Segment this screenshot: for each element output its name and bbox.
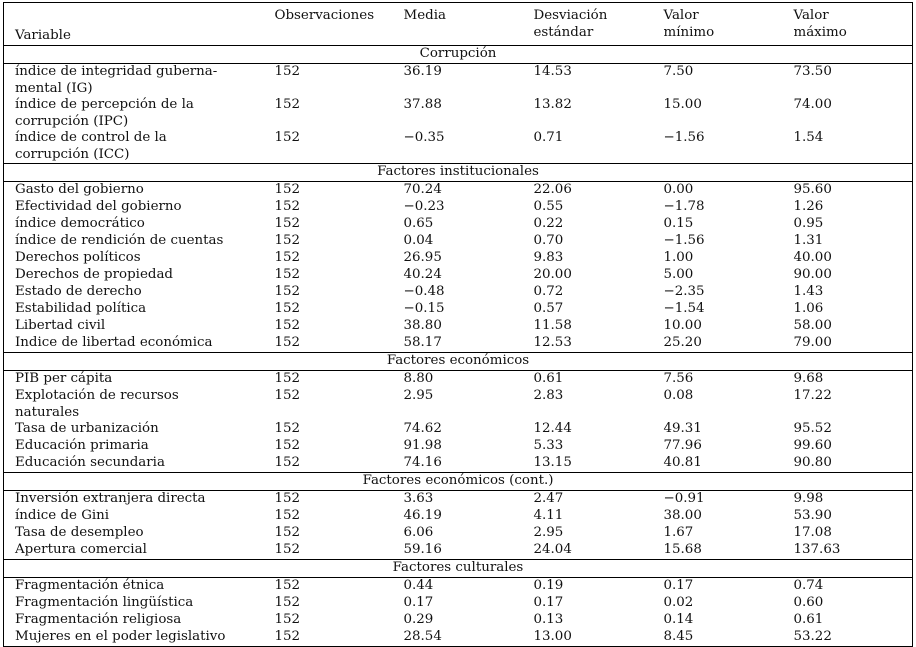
cell-minimo: −0.91 [663, 491, 705, 506]
cell-observaciones: 152 [274, 130, 301, 145]
cell-minimo: −1.78 [663, 199, 705, 214]
cell-variable: Educación secundaria [15, 455, 165, 470]
cell-minimo: 7.50 [663, 64, 694, 79]
cell-maximo: 90.00 [793, 267, 832, 282]
section-title: Factores culturales [4, 560, 913, 578]
section-title: Factores económicos [4, 353, 913, 371]
cell-maximo: 53.90 [793, 508, 832, 523]
table-row [4, 216, 913, 233]
cell-maximo: 17.22 [793, 388, 832, 403]
table-row [4, 508, 913, 525]
cell-variable: Explotación de recursos naturales [15, 388, 179, 420]
header-valor-minimo: Valor mínimo [663, 8, 715, 40]
cell-desviacion: 24.04 [533, 542, 572, 557]
table-row [4, 318, 913, 335]
cell-maximo: 0.60 [793, 595, 824, 610]
section-title: Factores institucionales [4, 164, 913, 182]
cell-media: 3.63 [403, 491, 434, 506]
cell-observaciones: 152 [274, 250, 301, 265]
cell-observaciones: 152 [274, 525, 301, 540]
cell-maximo: 0.95 [793, 216, 824, 231]
cell-desviacion: 0.72 [533, 284, 564, 299]
cell-minimo: 0.00 [663, 182, 694, 197]
cell-media: 0.44 [403, 578, 434, 593]
cell-observaciones: 152 [274, 199, 301, 214]
table-row [4, 438, 913, 455]
cell-minimo: 15.68 [663, 542, 702, 557]
cell-minimo: 0.02 [663, 595, 694, 610]
cell-maximo: 17.08 [793, 525, 832, 540]
cell-media: 59.16 [403, 542, 442, 557]
cell-variable: Fragmentación lingüística [15, 595, 194, 610]
table-row [4, 250, 913, 267]
cell-desviacion: 13.82 [533, 97, 572, 112]
cell-variable: Derechos de propiedad [15, 267, 173, 282]
cell-minimo: 77.96 [663, 438, 702, 453]
cell-desviacion: 0.70 [533, 233, 564, 248]
cell-maximo: 1.06 [793, 301, 824, 316]
cell-observaciones: 152 [274, 421, 301, 436]
cell-desviacion: 22.06 [533, 182, 572, 197]
cell-variable: PIB per cápita [15, 371, 113, 386]
table-row [4, 542, 913, 560]
cell-media: 2.95 [403, 388, 434, 403]
cell-minimo: −2.35 [663, 284, 705, 299]
header-media: Media [403, 8, 446, 23]
cell-maximo: 1.26 [793, 199, 824, 214]
cell-media: 6.06 [403, 525, 434, 540]
table-row [4, 421, 913, 438]
cell-observaciones: 152 [274, 595, 301, 610]
cell-minimo: 15.00 [663, 97, 702, 112]
cell-media: −0.35 [403, 130, 445, 145]
cell-media: 0.29 [403, 612, 434, 627]
cell-media: 0.65 [403, 216, 434, 231]
table-row [4, 284, 913, 301]
cell-media: −0.15 [403, 301, 445, 316]
cell-maximo: 1.54 [793, 130, 824, 145]
table-row [4, 455, 913, 473]
cell-desviacion: 4.11 [533, 508, 564, 523]
cell-desviacion: 0.57 [533, 301, 564, 316]
cell-media: 74.62 [403, 421, 442, 436]
cell-maximo: 79.00 [793, 335, 832, 350]
cell-variable: Educación primaria [15, 438, 149, 453]
cell-minimo: 0.08 [663, 388, 694, 403]
cell-minimo: 0.17 [663, 578, 694, 593]
cell-media: 37.88 [403, 97, 442, 112]
cell-variable: Efectividad del gobierno [15, 199, 182, 214]
cell-minimo: 10.00 [663, 318, 702, 333]
cell-variable: índice de integridad guberna- mental (IG) [15, 64, 218, 96]
cell-desviacion: 13.15 [533, 455, 572, 470]
cell-observaciones: 152 [274, 182, 301, 197]
cell-variable: índice democrático [15, 216, 145, 231]
table-row [4, 371, 913, 389]
cell-desviacion: 0.22 [533, 216, 564, 231]
header-observaciones: Observaciones [274, 8, 375, 23]
section-header-row [4, 473, 913, 491]
cell-observaciones: 152 [274, 233, 301, 248]
cell-media: 28.54 [403, 629, 442, 644]
table-row [4, 130, 913, 164]
cell-observaciones: 152 [274, 542, 301, 557]
cell-variable: Indice de libertad económica [15, 335, 213, 350]
cell-desviacion: 0.13 [533, 612, 564, 627]
table-row [4, 595, 913, 612]
header-variable: Variable [15, 27, 71, 43]
section-header-row [4, 560, 913, 578]
cell-desviacion: 0.17 [533, 595, 564, 610]
cell-desviacion: 0.55 [533, 199, 564, 214]
cell-maximo: 137.63 [793, 542, 841, 557]
table-row [4, 525, 913, 542]
cell-minimo: 0.14 [663, 612, 694, 627]
header-desviacion: Desviación estándar [533, 8, 608, 40]
table-row [4, 97, 913, 130]
cell-observaciones: 152 [274, 388, 301, 403]
cell-media: 26.95 [403, 250, 442, 265]
cell-media: −0.48 [403, 284, 445, 299]
cell-observaciones: 152 [274, 216, 301, 231]
table-header-row [4, 3, 913, 46]
cell-desviacion: 11.58 [533, 318, 572, 333]
cell-minimo: 7.56 [663, 371, 694, 386]
cell-variable: Libertad civil [15, 318, 106, 333]
table-row [4, 388, 913, 421]
cell-maximo: 9.98 [793, 491, 824, 506]
cell-maximo: 73.50 [793, 64, 832, 79]
cell-desviacion: 0.19 [533, 578, 564, 593]
cell-desviacion: 0.71 [533, 130, 564, 145]
cell-desviacion: 12.53 [533, 335, 572, 350]
cell-desviacion: 20.00 [533, 267, 572, 282]
cell-maximo: 74.00 [793, 97, 832, 112]
cell-desviacion: 2.47 [533, 491, 564, 506]
cell-variable: Estado de derecho [15, 284, 142, 299]
cell-desviacion: 2.95 [533, 525, 564, 540]
cell-media: 0.17 [403, 595, 434, 610]
cell-minimo: 0.15 [663, 216, 694, 231]
cell-observaciones: 152 [274, 284, 301, 299]
table-row [4, 491, 913, 509]
cell-maximo: 95.60 [793, 182, 832, 197]
table-row [4, 629, 913, 647]
cell-desviacion: 9.83 [533, 250, 564, 265]
cell-observaciones: 152 [274, 267, 301, 282]
cell-variable: Mujeres en el poder legislativo [15, 629, 226, 644]
cell-media: 38.80 [403, 318, 442, 333]
cell-maximo: 9.68 [793, 371, 824, 386]
cell-desviacion: 12.44 [533, 421, 572, 436]
cell-variable: índice de control de la corrupción (ICC) [15, 130, 167, 162]
cell-observaciones: 152 [274, 491, 301, 506]
table-row [4, 335, 913, 353]
cell-media: 40.24 [403, 267, 442, 282]
cell-variable: Fragmentación religiosa [15, 612, 182, 627]
cell-media: 36.19 [403, 64, 442, 79]
cell-observaciones: 152 [274, 64, 301, 79]
cell-media: 58.17 [403, 335, 442, 350]
cell-observaciones: 152 [274, 508, 301, 523]
cell-minimo: 8.45 [663, 629, 694, 644]
table-row [4, 267, 913, 284]
cell-observaciones: 152 [274, 371, 301, 386]
cell-minimo: 1.00 [663, 250, 694, 265]
cell-variable: índice de percepción de la corrupción (IPC) [15, 97, 194, 129]
cell-variable: índice de Gini [15, 508, 110, 523]
table-row [4, 301, 913, 318]
cell-variable: Fragmentación étnica [15, 578, 165, 593]
section-title: Corrupción [4, 46, 913, 64]
cell-maximo: 99.60 [793, 438, 832, 453]
section-header-row [4, 353, 913, 371]
cell-minimo: 40.81 [663, 455, 702, 470]
header-valor-maximo: Valor máximo [793, 8, 847, 40]
cell-maximo: 0.74 [793, 578, 824, 593]
table-row [4, 199, 913, 216]
cell-maximo: 0.61 [793, 612, 824, 627]
cell-maximo: 53.22 [793, 629, 832, 644]
section-header-row [4, 164, 913, 182]
descriptive-statistics-table [3, 2, 913, 647]
cell-observaciones: 152 [274, 438, 301, 453]
cell-minimo: −1.54 [663, 301, 705, 316]
cell-maximo: 58.00 [793, 318, 832, 333]
cell-maximo: 1.43 [793, 284, 824, 299]
table-row [4, 182, 913, 200]
cell-minimo: 25.20 [663, 335, 702, 350]
cell-variable: Gasto del gobierno [15, 182, 144, 197]
cell-media: 74.16 [403, 455, 442, 470]
section-title: Factores económicos (cont.) [4, 473, 913, 491]
cell-observaciones: 152 [274, 629, 301, 644]
cell-minimo: 49.31 [663, 421, 702, 436]
cell-observaciones: 152 [274, 612, 301, 627]
cell-desviacion: 2.83 [533, 388, 564, 403]
cell-media: 91.98 [403, 438, 442, 453]
cell-observaciones: 152 [274, 335, 301, 350]
cell-observaciones: 152 [274, 318, 301, 333]
cell-observaciones: 152 [274, 97, 301, 112]
cell-media: 70.24 [403, 182, 442, 197]
cell-observaciones: 152 [274, 578, 301, 593]
cell-variable: Tasa de desempleo [15, 525, 144, 540]
cell-maximo: 1.31 [793, 233, 824, 248]
cell-desviacion: 5.33 [533, 438, 564, 453]
cell-desviacion: 14.53 [533, 64, 572, 79]
cell-media: 46.19 [403, 508, 442, 523]
cell-variable: Derechos políticos [15, 250, 141, 265]
cell-desviacion: 0.61 [533, 371, 564, 386]
cell-media: 8.80 [403, 371, 434, 386]
cell-minimo: 1.67 [663, 525, 694, 540]
table-row [4, 612, 913, 629]
cell-minimo: 5.00 [663, 267, 694, 282]
cell-minimo: −1.56 [663, 233, 705, 248]
cell-media: 0.04 [403, 233, 434, 248]
cell-maximo: 40.00 [793, 250, 832, 265]
cell-observaciones: 152 [274, 301, 301, 316]
cell-minimo: −1.56 [663, 130, 705, 145]
cell-maximo: 95.52 [793, 421, 832, 436]
cell-media: −0.23 [403, 199, 445, 214]
cell-minimo: 38.00 [663, 508, 702, 523]
table-row [4, 64, 913, 98]
section-header-row [4, 46, 913, 64]
cell-variable: Tasa de urbanización [15, 421, 159, 436]
cell-variable: Estabilidad política [15, 301, 147, 316]
cell-maximo: 90.80 [793, 455, 832, 470]
cell-desviacion: 13.00 [533, 629, 572, 644]
table-row [4, 233, 913, 250]
cell-observaciones: 152 [274, 455, 301, 470]
table-row [4, 578, 913, 596]
cell-variable: índice de rendición de cuentas [15, 233, 224, 248]
cell-variable: Inversión extranjera directa [15, 491, 206, 506]
cell-variable: Apertura comercial [15, 542, 147, 557]
